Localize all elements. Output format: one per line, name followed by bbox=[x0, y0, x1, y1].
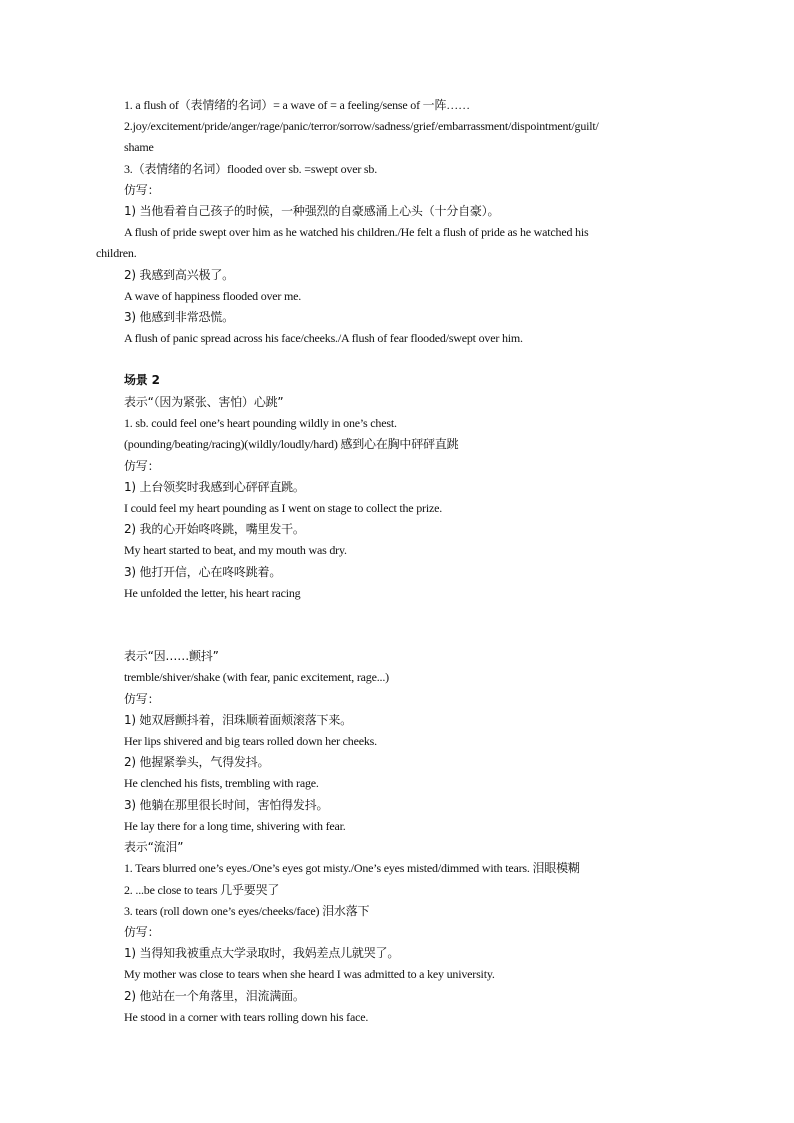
tremble-heading: 表示“因……颤抖” bbox=[124, 649, 219, 663]
practice-item-3-cn: 3) 他感到非常恐慌。 bbox=[124, 310, 234, 324]
tremble-item-3-en: He lay there for a long time, shivering with fear. bbox=[124, 819, 346, 833]
tears-item-2-en: He stood in a corner with tears rolling down his face. bbox=[124, 1010, 369, 1024]
practice-item-3-en: A flush of panic spread across his face/cheeks./A flush of fear flooded/swept over him. bbox=[124, 331, 523, 345]
heartbeat-item-3-cn: 3) 他打开信，心在咚咚跳着。 bbox=[124, 565, 282, 579]
practice-heading-2: 仿写： bbox=[124, 459, 160, 473]
tears-item-1-en: My mother was close to tears when she heard I was admitted to a key university. bbox=[124, 967, 495, 981]
heartbeat-item-3-en: He unfolded the letter, his heart racing bbox=[124, 586, 301, 600]
tears-phrase-2: 2. ...be close to tears 几乎要哭了 bbox=[124, 883, 280, 897]
practice-heading: 仿写： bbox=[124, 183, 160, 197]
tears-item-2-cn: 2) 他站在一个角落里，泪流满面。 bbox=[124, 989, 305, 1003]
heartbeat-item-2-en: My heart started to beat, and my mouth was dry. bbox=[124, 543, 347, 557]
tears-heading: 表示“流泪” bbox=[124, 840, 184, 854]
tremble-item-2-cn: 2) 他握紧拳头，气得发抖。 bbox=[124, 755, 270, 769]
practice-heading-4: 仿写： bbox=[124, 925, 160, 939]
phrase-line-3: 3.（表情绪的名词）flooded over sb. =swept over sb. bbox=[124, 162, 378, 176]
practice-item-2-en: A wave of happiness flooded over me. bbox=[124, 289, 302, 303]
scene-2-heading: 场景 2 bbox=[124, 373, 160, 387]
phrase-line-2-cont: shame bbox=[124, 140, 154, 154]
practice-item-2-cn: 2) 我感到高兴极了。 bbox=[124, 268, 234, 282]
heartbeat-item-1-cn: 1) 上台领奖时我感到心砰砰直跳。 bbox=[124, 480, 305, 494]
practice-item-1-en: A flush of pride swept over him as he watched his children./He felt a flush of pride as he watched his bbox=[124, 225, 589, 239]
tremble-item-3-cn: 3) 他躺在那里很长时间，害怕得发抖。 bbox=[124, 798, 329, 812]
practice-item-1-cn: 1) 当他看着自己孩子的时候，一种强烈的自豪感涌上心头（十分自豪）。 bbox=[124, 204, 500, 218]
phrase-line-2: 2.joy/excitement/pride/anger/rage/panic/terror/sorrow/sadness/grief/embarrassment/dispointment/guilt/ bbox=[124, 119, 599, 133]
tears-item-1-cn: 1) 当得知我被重点大学录取时，我妈差点儿就哭了。 bbox=[124, 946, 400, 960]
heartbeat-phrase-1: 1. sb. could feel one’s heart pounding wildly in one’s chest. bbox=[124, 416, 397, 430]
heartbeat-phrase-variants: (pounding/beating/racing)(wildly/loudly/hard) 感到心在胸中砰砰直跳 bbox=[124, 437, 459, 451]
heartbeat-item-1-en: I could feel my heart pounding as I went on stage to collect the prize. bbox=[124, 501, 443, 515]
heartbeat-item-2-cn: 2) 我的心开始咚咚跳，嘴里发干。 bbox=[124, 522, 305, 536]
tremble-item-1-en: Her lips shivered and big tears rolled down her cheeks. bbox=[124, 734, 377, 748]
tremble-phrase: tremble/shiver/shake (with fear, panic excitement, rage...) bbox=[124, 670, 389, 684]
tears-phrase-1: 1. Tears blurred one’s eyes./One’s eyes got misty./One’s eyes misted/dimmed with tears. 泪眼模糊 bbox=[124, 861, 580, 875]
practice-heading-3: 仿写： bbox=[124, 692, 160, 706]
tears-phrase-3: 3. tears (roll down one’s eyes/cheeks/face) 泪水落下 bbox=[124, 904, 370, 918]
phrase-line-1: 1. a flush of（表情绪的名词）= a wave of = a feeling/sense of 一阵…… bbox=[124, 98, 470, 112]
practice-item-1-en-cont: children. bbox=[96, 246, 137, 260]
tremble-item-2-en: He clenched his fists, trembling with rage. bbox=[124, 776, 319, 790]
heartbeat-heading: 表示“（因为紧张、害怕）心跳” bbox=[124, 395, 284, 409]
tremble-item-1-cn: 1) 她双唇颤抖着，泪珠顺着面颊滚落下来。 bbox=[124, 713, 352, 727]
